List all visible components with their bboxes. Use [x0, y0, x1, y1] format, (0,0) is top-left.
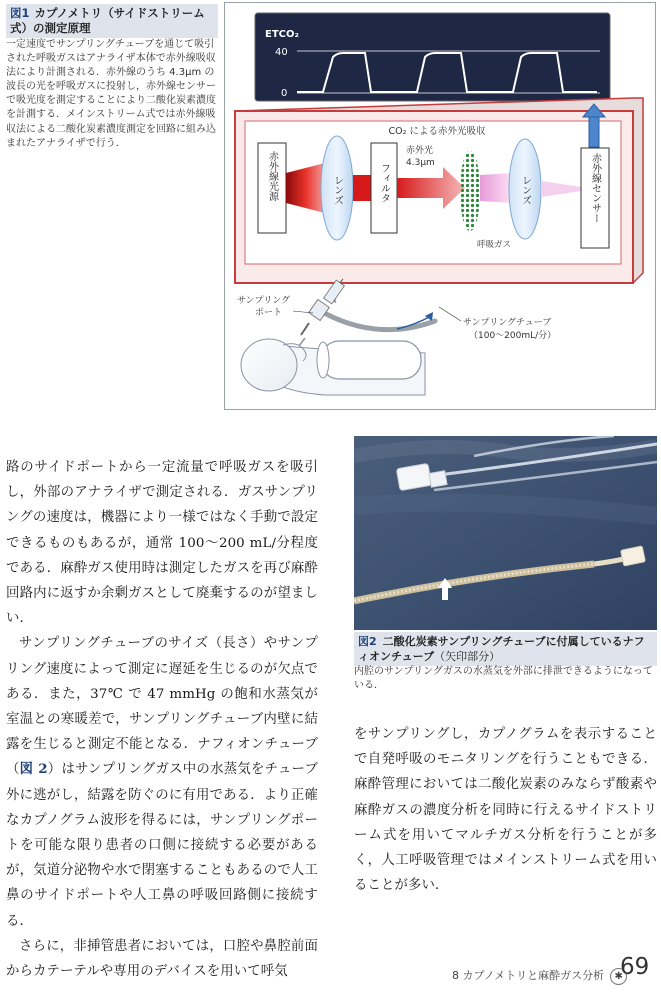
- body-left-column: [6, 455, 318, 984]
- lens-1-label: レンズ: [331, 175, 343, 205]
- ir-sensor-label: 赤外線センサー: [589, 153, 601, 223]
- fig1-title: カプノメトリ（サイドストリーム式）の測定原理: [10, 6, 205, 35]
- port-label-2: ポート: [255, 308, 283, 318]
- body-paragraph-right: をサンプリングし，カプノグラムを表示することで自発呼吸のモニタリングを行うこともできる．麻酔管理においては二酸化炭素のみならず酸素や麻酔ガスの濃度分析を同時に行えるサイドストリーム式を用いてマルチガス分析を行うことが多く，人工呼吸管理ではメインストリーム式を用いることが多い．: [354, 727, 657, 894]
- fig2-subtitle: （矢印部分）: [434, 650, 501, 663]
- fig2-number: 図2: [358, 635, 377, 648]
- capnogram-monitor: [255, 13, 610, 101]
- fig2-photo: [354, 436, 657, 630]
- page-number: 69: [620, 954, 650, 980]
- etco2-label: ETCO₂: [265, 29, 299, 40]
- fig2-title: 二酸化炭素サンプリングチューブに付属しているナフィオンチューブ: [358, 635, 645, 663]
- patient-illustration: [241, 338, 425, 395]
- gas-label: 呼吸ガス: [477, 240, 512, 250]
- fig2-reference: 図 2: [19, 761, 48, 778]
- filter-label: フィルタ: [378, 163, 390, 203]
- body-paragraph-2b: ）はサンプリングガス中の水蒸気をチューブ外に逃がし，結露を防ぐのに有用である．より正確なカプノグラム波形を得るには，サンプリングポートを可能な限り患者の口側に接続する必要があるが，気道分泌物や水で閉塞することもあるので人工鼻のサイドポートや人工鼻の呼吸回路側に接続する．: [6, 762, 319, 929]
- fig1-caption-heading: [6, 4, 218, 38]
- tube-label: サンプリングチューブ: [463, 318, 552, 328]
- fig2-caption-heading: [354, 632, 657, 666]
- tube-rate: （100〜200mL/分）: [469, 331, 557, 341]
- body-paragraph-2a: サンプリングチューブのサイズ（長さ）やサンプリング速度によって測定に遅延を生じるのが欠点である．また，37℃ で 47 mmHg の飽和水蒸気が室温との寒暖差で，サンプリングチューブ内壁に結露を生じると測定不能となる．ナフィオンチューブ（: [6, 636, 318, 778]
- ir-beam-3: [480, 173, 513, 203]
- tick-40: 40: [275, 47, 288, 58]
- fig1-caption-text: 一定速度でサンプリングチューブを通じて吸引された呼吸ガスはアナライザ本体で赤外線吸収法により計測される．赤外線のうち 4.3µm の波長の光を呼吸ガスに投射し，赤外線センサーで吸光度を測定することにより二酸化炭素濃度を計測する．メインストリーム式では赤外線吸収法による二酸化炭素濃度測定を回路に組み込まれたアナライザで行う．: [6, 39, 216, 149]
- page-footer: [452, 967, 631, 985]
- ir-wavelength: 4.3µm: [406, 158, 435, 168]
- lens-2-label: レンズ: [519, 175, 531, 205]
- sampling-tube: [317, 309, 435, 330]
- tick-0: 0: [281, 88, 288, 99]
- ir-source-label: 赤外線光源: [266, 151, 278, 201]
- gas-particles: [460, 151, 480, 231]
- body-paragraph-2: [6, 631, 318, 933]
- body-paragraph-3: さらに，非挿管患者においては，口腔や鼻腔前面からカテーテルや専用のデバイスを用いて呼気: [6, 938, 318, 980]
- ir-label: 赤外光: [406, 146, 434, 156]
- sampling-port-connector: [301, 280, 344, 335]
- body-paragraph-1: 路のサイドポートから一定流量で呼吸ガスを吸引し，外部のアナライザで測定される．ガスサンプリングの速度は，機器により一様ではなく手動で設定できるものもあるが，通常 100〜200 mL/分程度である．麻酔ガス使用時は測定したガスを再び麻酔回路内に返すか余剰ガスとして廃棄するのが望ましい．: [6, 460, 318, 627]
- absorb-title: CO₂ による赤外光吸収: [388, 126, 486, 137]
- chapter-number: 8: [452, 969, 459, 982]
- body-right-column: [354, 722, 657, 898]
- fig1-diagram: [224, 2, 656, 410]
- fig2-caption-text: 内腔のサンプリングガスの水蒸気を外部に排泄できるようになっている．: [354, 666, 653, 691]
- chapter-title: カプノメトリと麻酔ガス分析: [462, 969, 605, 982]
- chapter-badge-icon: ✱: [610, 968, 627, 985]
- port-label-1: サンプリング: [237, 296, 291, 306]
- fig1-number: 図1: [10, 6, 30, 20]
